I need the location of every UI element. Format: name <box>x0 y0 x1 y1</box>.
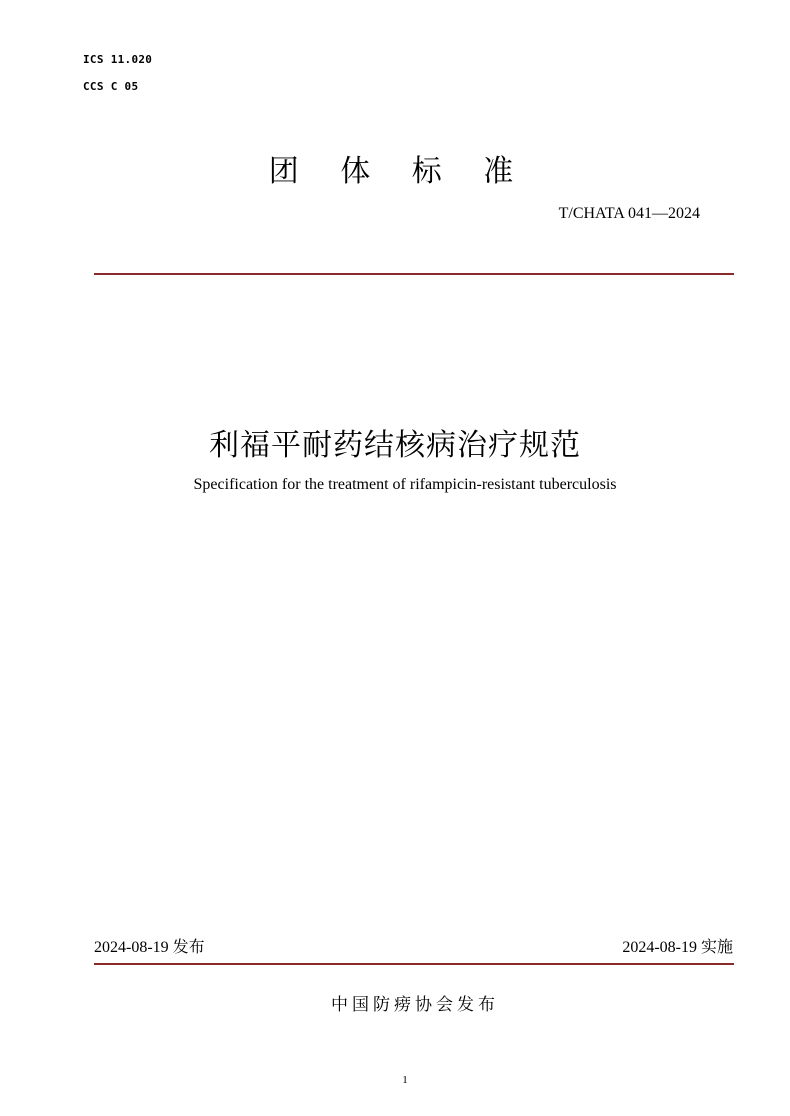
ccs-code: CCS C 05 <box>83 80 139 93</box>
bottom-divider <box>94 963 734 965</box>
top-divider <box>94 273 734 275</box>
ics-code: ICS 11.020 <box>83 53 153 66</box>
standard-type-heading: 团 体 标 准 <box>268 154 530 189</box>
document-title-english: Specification for the treatment of rifampicin-resistant tuberculosis <box>193 476 617 493</box>
standard-number: T/CHATA 041—2024 <box>558 205 700 222</box>
implementation-date: 2024-08-19 实施 <box>622 939 733 956</box>
publisher: 中国防痨协会发布 <box>331 995 499 1015</box>
document-title-chinese: 利福平耐药结核病治疗规范 <box>209 428 581 463</box>
page-number: 1 <box>402 1074 408 1086</box>
release-date: 2024-08-19 发布 <box>94 939 205 956</box>
